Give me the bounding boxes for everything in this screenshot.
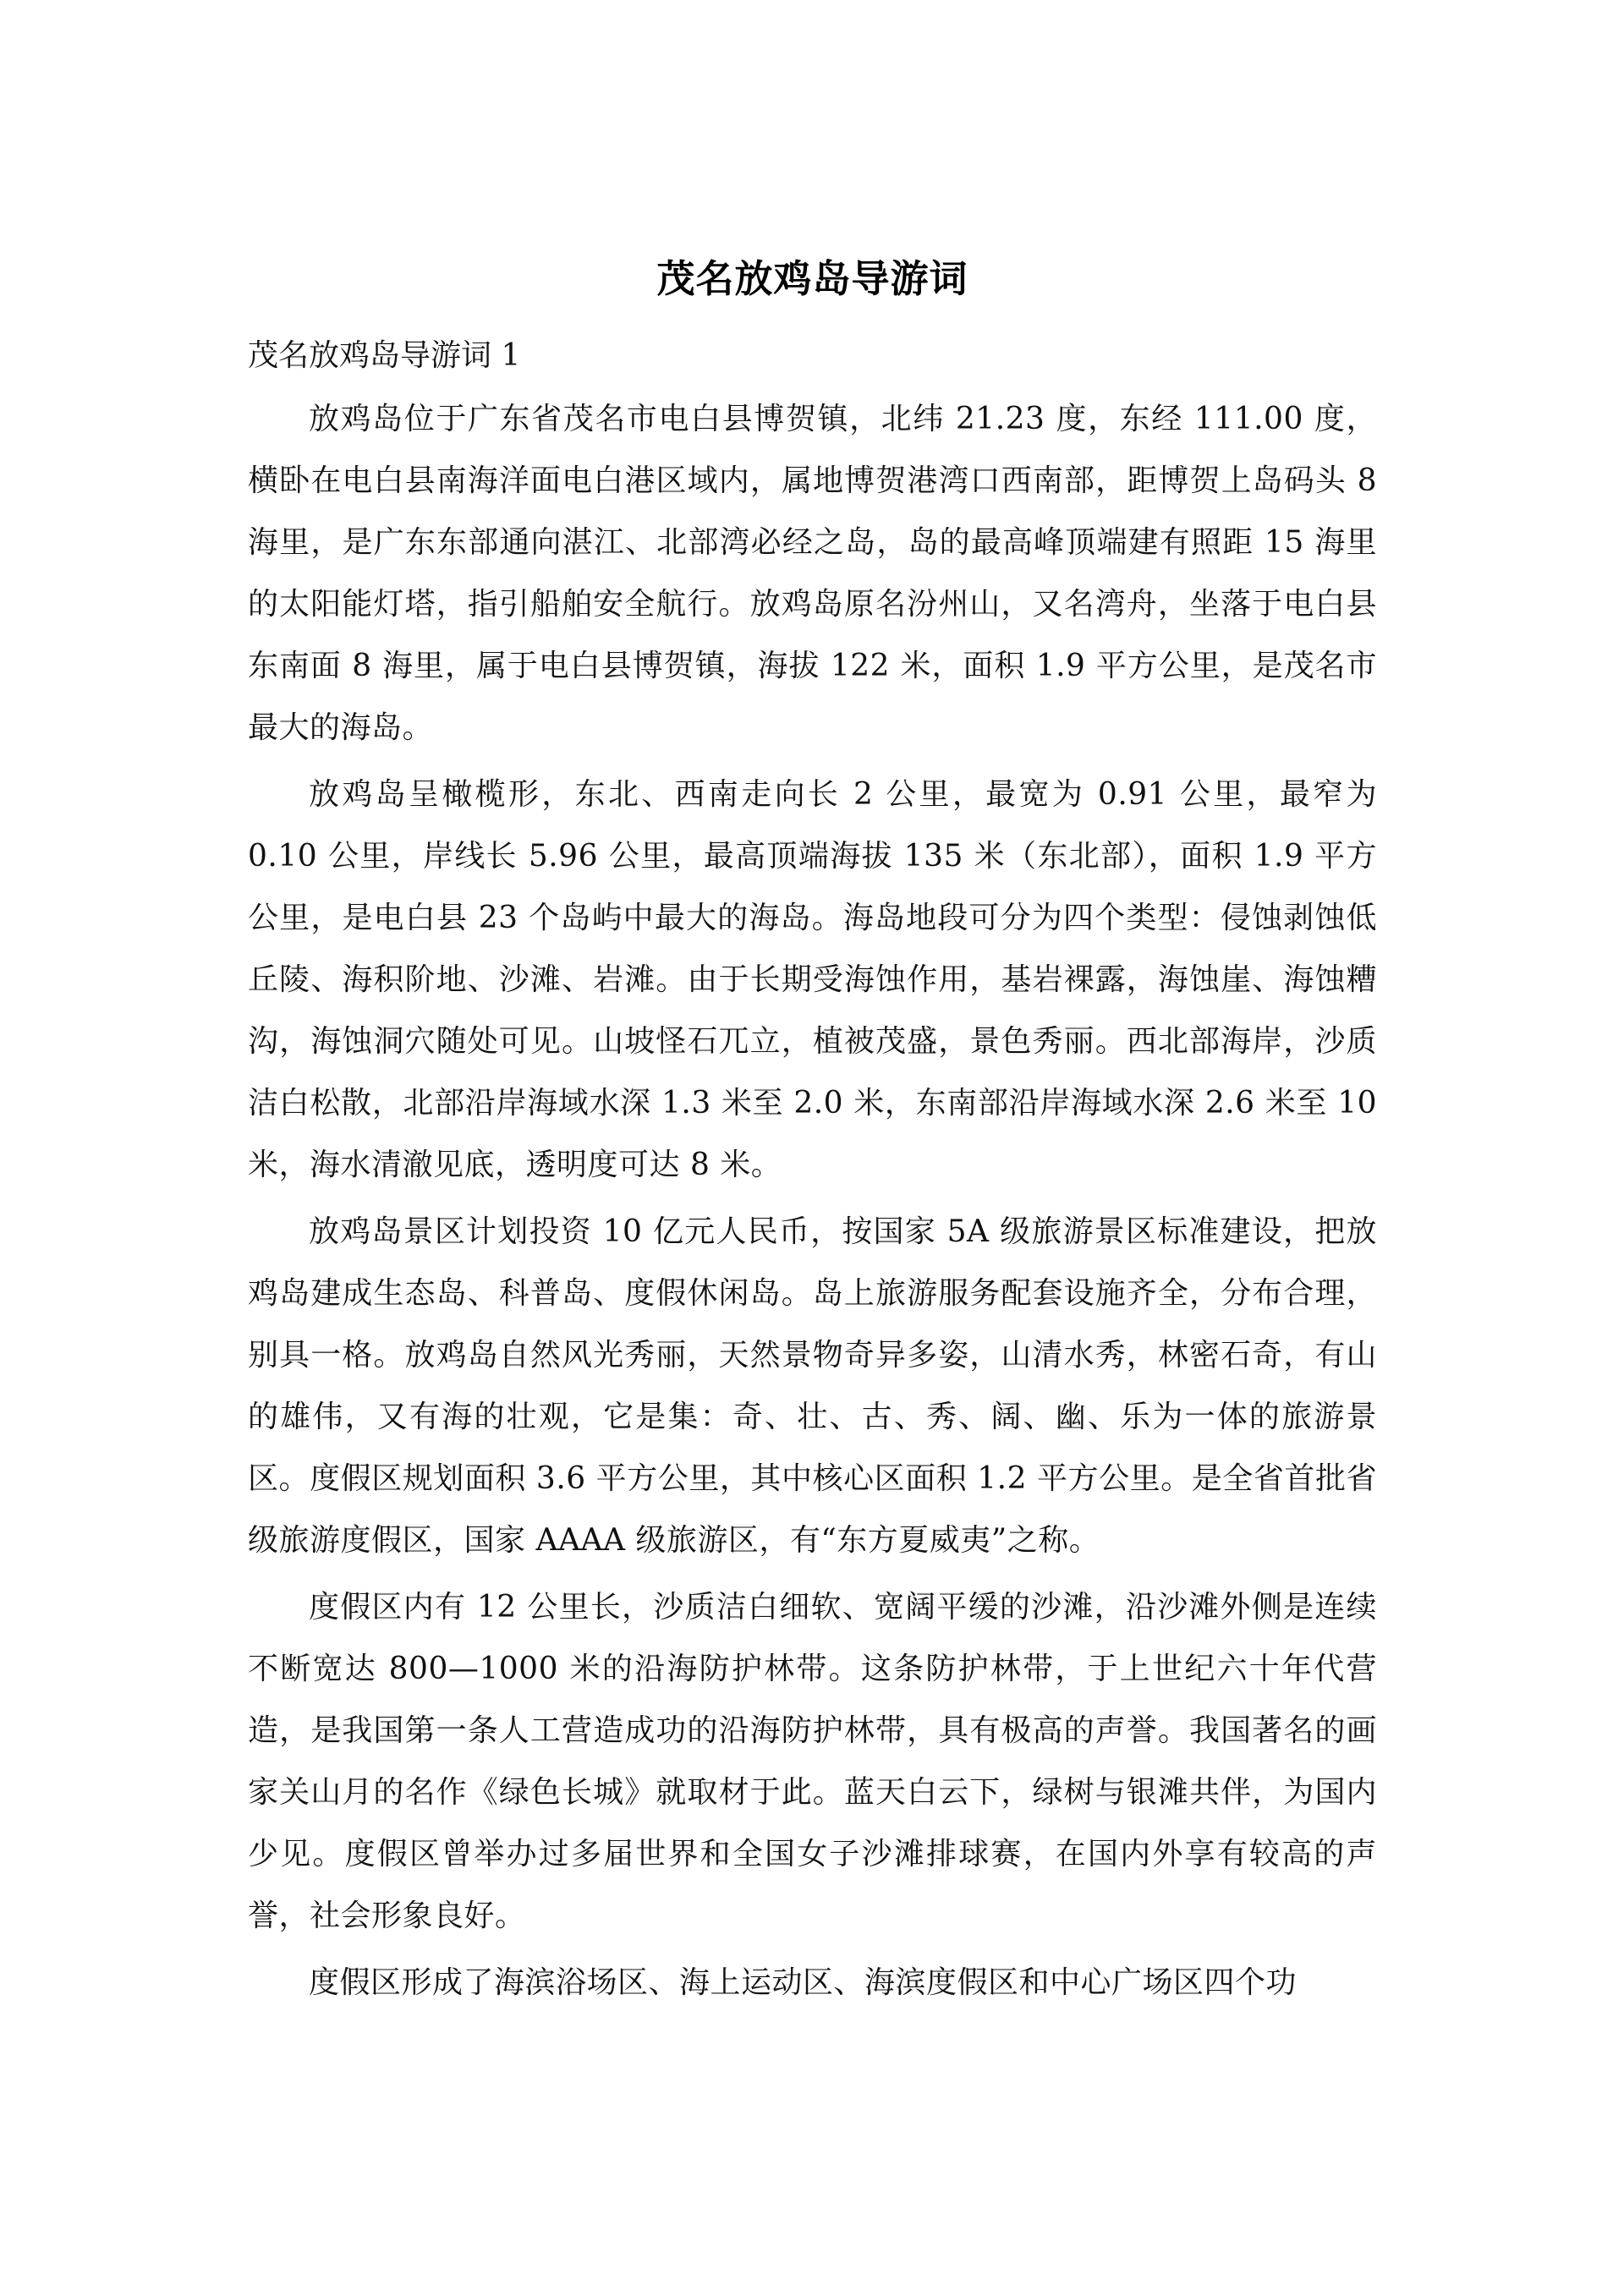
section-subtitle: 茂名放鸡岛导游词 1 <box>248 338 521 373</box>
paragraph-location: 放鸡岛位于广东省茂名市电白县博贺镇，北纬 21.23 度，东经 111.00 度，横卧在电白县南海洋面电白港区域内，属地博贺港湾口西南部，距博贺上岛码头 8 海里，是广东东部通向湛江、北部湾必经之岛，岛的最高峰顶端建有照距 15 海里的太阳能灯塔，指引船舶安全航行。放鸡岛原名汾州山，又名湾舟，坐落于电白县东南面 8 海里，属于电白县博贺镇，海拔 122 米，面积 1.9 平方公里，是茂名市最大的海岛。 <box>248 402 1377 745</box>
paragraph-geography: 放鸡岛呈橄榄形，东北、西南走向长 2 公里，最宽为 0.91 公里，最窄为 0.10 公里，岸线长 5.96 公里，最高顶端海拔 135 米（东北部），面积 1.9 平方公里，是电白县 23 个岛屿中最大的海岛。海岛地段可分为四个类型：侵蚀剥蚀低丘陵、海积阶地、沙滩、岩滩。由于长期受海蚀作用，基岩裸露，海蚀崖、海蚀糟沟，海蚀洞穴随处可见。山坡怪石兀立，植被茂盛，景色秀丽。西北部海岸，沙质洁白松散，北部沿岸海域水深 1.3 米至 2.0 米，东南部沿岸海域水深 2.6 米至 10 米，海水清澈见底，透明度可达 8 米。 <box>248 777 1377 1182</box>
document-body <box>248 238 1377 2019</box>
paragraph-scenic-area: 放鸡岛景区计划投资 10 亿元人民币，按国家 5A 级旅游景区标准建设，把放鸡岛建成生态岛、科普岛、度假休闲岛。岛上旅游服务配套设施齐全，分布合理，别具一格。放鸡岛自然风光秀丽，天然景物奇异多姿，山清水秀，林密石奇，有山的雄伟，又有海的壮观，它是集：奇、壮、古、秀、阔、幽、乐为一体的旅游景区。度假区规划面积 3.6 平方公里，其中核心区面积 1.2 平方公里。是全省首批省级旅游度假区，国家 AAAA 级旅游区，有“东方夏威夷”之称。 <box>248 1214 1377 1558</box>
paragraph-resort: 度假区内有 12 公里长，沙质洁白细软、宽阔平缓的沙滩，沿沙滩外侧是连续不断宽达 800—1000 米的沿海防护林带。这条防护林带，于上世纪六十年代营造，是我国第一条人工营造成功的沿海防护林带，具有极高的声誉。我国著名的画家关山月的名作《绿色长城》就取材于此。蓝天白云下，绿树与银滩共伴，为国内少见。度假区曾举办过多届世界和全国女子沙滩排球赛，在国内外享有较高的声誉，社会形象良好。 <box>248 1590 1377 1933</box>
document-title: 茂名放鸡岛导游词 <box>656 256 968 301</box>
paragraph-zones: 度假区形成了海滨浴场区、海上运动区、海滨度假区和中心广场区四个功 <box>309 1965 1298 2000</box>
